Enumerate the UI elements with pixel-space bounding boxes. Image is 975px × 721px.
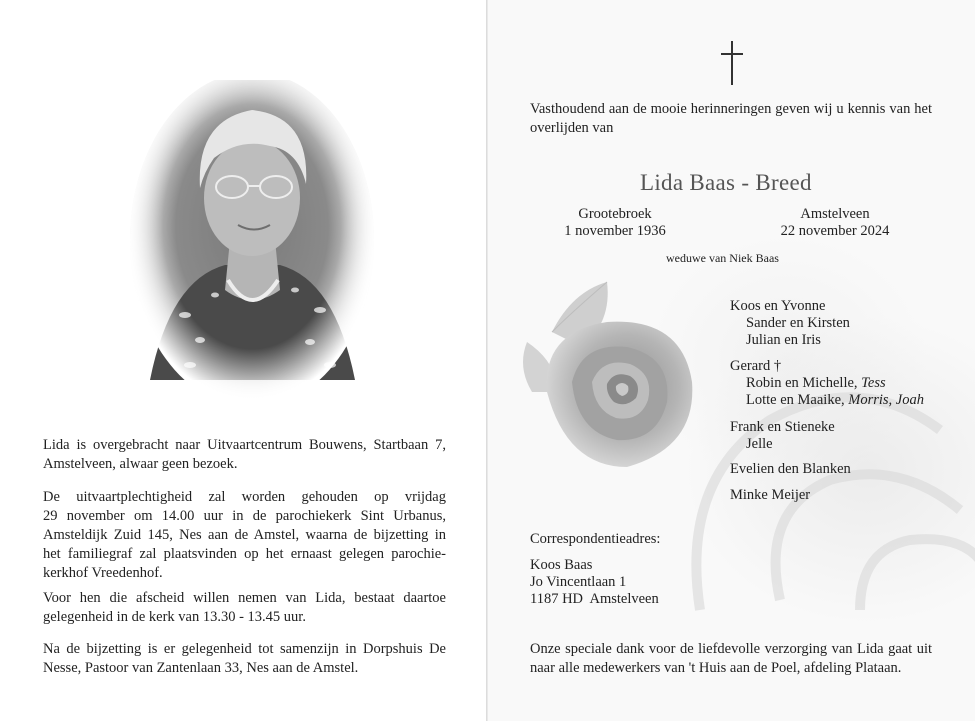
family-gerard: Gerard † xyxy=(730,358,782,374)
family-frank-stieneke: Frank en Stieneke xyxy=(730,419,835,435)
ceremony-line-2: 29 november om 14.00 uur in de parochiekerk Sint Urbanus, xyxy=(43,508,446,524)
family-lotte-maaike xyxy=(746,391,924,410)
thanks-text: Onze speciale dank voor de liefdevolle verzorging van Lida gaat uit naar alle medewerkers van 't Huis aan de Poel, afdeling Plataan. xyxy=(530,641,932,676)
family-tess: Tess xyxy=(861,375,886,391)
death-date: 22 november 2024 xyxy=(780,223,890,239)
farewell-text: Voor hen die afscheid willen nemen van Lida, bestaat daartoe gelegenheid in de kerk van 13.30 - 13.45 uur. xyxy=(43,590,446,625)
family-robin-michelle-names: Robin en Michelle, xyxy=(746,375,858,391)
family-koos-yvonne: Koos en Yvonne xyxy=(730,298,826,314)
ceremony-line-5: kerkhof Vreedenhof. xyxy=(43,565,163,581)
family-lotte-maaike-names: Lotte en Maaike, xyxy=(746,392,845,408)
deceased-name: Lida Baas - Breed xyxy=(640,170,812,195)
announcement-intro: Vasthoudend aan de mooie herinneringen geven wij u kennis van het overlijden van xyxy=(530,101,932,136)
family-julian-iris: Julian en Iris xyxy=(746,332,821,348)
ceremony-line-1: De uitvaartplechtigheid zal worden gehouden op vrijdag xyxy=(43,489,446,505)
ceremony-text xyxy=(43,488,446,583)
address-city: 1187 HD Amstelveen xyxy=(530,591,659,607)
address-street: Jo Vincentlaan 1 xyxy=(530,574,627,590)
gathering-text: Na de bijzetting is er gelegenheid tot samenzijn in Dorpshuis De Nesse, Pastoor van Zantenlaan 33, Nes aan de Amstel. xyxy=(43,641,446,676)
ceremony-line-4: het familiegraf zal plaatsvinden op het ernaast gelegen parochie- xyxy=(43,546,446,562)
birth-place: Grootebroek xyxy=(578,206,652,222)
family-sander-kirsten: Sander en Kirsten xyxy=(746,315,850,331)
address-name: Koos Baas xyxy=(530,557,593,573)
portrait-photo xyxy=(130,80,374,410)
family-jelle: Jelle xyxy=(746,436,773,452)
death-place: Amstelveen xyxy=(800,206,870,222)
family-morris-joah: Morris, Joah xyxy=(848,392,924,408)
rose-icon xyxy=(512,272,712,472)
birth-date: 1 november 1936 xyxy=(564,223,666,239)
family-minke: Minke Meijer xyxy=(730,487,811,503)
widow-text: weduwe van Niek Baas xyxy=(666,251,779,265)
ceremony-line-3: Amsteldijk Zuid 145, Nes aan de Amstel, waarna de bijzetting in xyxy=(43,527,446,543)
funeral-location-text: Lida is overgebracht naar Uitvaartcentrum Bouwens, Startbaan 7, Amstelveen, alwaar geen bezoek. xyxy=(43,437,446,472)
family-evelien: Evelien den Blanken xyxy=(730,461,851,477)
correspondence-label: Correspondentieadres: xyxy=(530,531,661,547)
page-fold xyxy=(486,0,488,721)
cross-icon xyxy=(718,41,746,85)
